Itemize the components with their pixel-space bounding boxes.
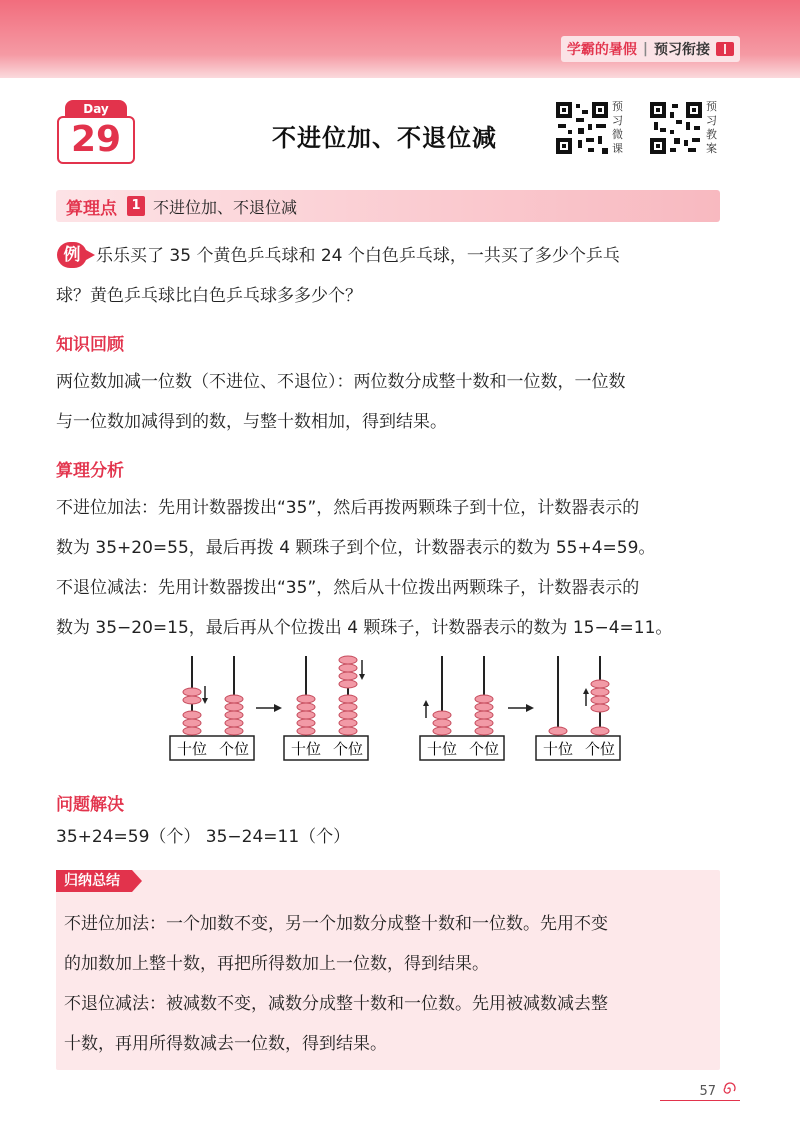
summary-line: 不进位加法：一个加数不变，另一个加数分成整十数和一位数。先用不变: [64, 914, 608, 934]
abacus-ones-label: 个位: [468, 740, 500, 758]
abacus-diagram: [160, 654, 260, 762]
section-number: 1: [127, 196, 145, 216]
abacus-diagram: [530, 654, 630, 762]
abacus-ones-label: 个位: [332, 740, 364, 758]
page-divider: [660, 1100, 740, 1101]
abacus-ones-label: 个位: [218, 740, 250, 758]
page-number: 57: [699, 1084, 716, 1099]
qr-label: 预习微课: [612, 100, 623, 155]
series-label: [561, 36, 740, 62]
arrow-up-icon: [583, 688, 589, 694]
problem-solving-heading: 问题解决: [56, 795, 124, 815]
arrow-down-icon: [359, 674, 365, 680]
answer-text: 35+24=59（个） 35−24=11（个）: [56, 827, 351, 847]
example-tag: 例: [57, 242, 87, 268]
knowledge-review-line: 与一位数加减得到的数，与整十数相加，得到结果。: [56, 412, 447, 432]
section-label: 算理点: [66, 198, 117, 219]
swirl-icon: [720, 1080, 738, 1098]
summary-tag: 归纳总结: [56, 870, 132, 892]
summary-line: 十数，再用所得数减去一位数，得到结果。: [64, 1034, 387, 1054]
example-line: 乐乐买了 35 个黄色乒乓球和 24 个白色乒乓球，一共买了多少个乒乓: [96, 246, 620, 266]
series-separator: |: [642, 41, 648, 57]
example-line: 球？黄色乒乓球比白色乒乓球多多少个？: [56, 286, 362, 306]
qr-label: 预习教案: [706, 100, 717, 155]
qr-code-icon[interactable]: [554, 100, 610, 156]
summary-line: 的加数加上整十数，再把所得数加上一位数，得到结果。: [64, 954, 489, 974]
abacus-ones-label: 个位: [584, 740, 616, 758]
abacus-diagram: [278, 654, 378, 762]
abacus-diagram: [414, 654, 514, 762]
analysis-line: 不进位加法：先用计数器拨出“35”，然后再拨两颗珠子到十位，计数器表示的: [56, 498, 640, 518]
series-brand: 学霸的暑假: [566, 42, 637, 58]
knowledge-review-heading: 知识回顾: [56, 335, 124, 355]
section-bar: [56, 190, 720, 222]
analysis-line: 不退位减法：先用计数器拨出“35”，然后从十位拨出两颗珠子，计数器表示的: [56, 578, 640, 598]
summary-line: 不退位减法：被减数不变，减数分成整十数和一位数。先用被减数减去整: [64, 994, 608, 1014]
arrow-up-icon: [423, 700, 429, 706]
knowledge-review-line: 两位数加减一位数（不进位、不退位）：两位数分成整十数和一位数，一位数: [56, 372, 626, 392]
section-title: 不进位加、不退位减: [153, 197, 298, 217]
book-icon: [716, 42, 734, 56]
day-badge: [57, 100, 135, 162]
series-course: 预习衔接: [654, 42, 710, 58]
analysis-line: 数为 35−20=15，最后再从个位拨出 4 颗珠子，计数器表示的数为 15−4=11。: [56, 618, 673, 638]
day-number: 29: [57, 116, 135, 164]
abacus-tens-label: 十位: [426, 740, 458, 758]
abacus-tens-label: 十位: [542, 740, 574, 758]
page-title: 不进位加、不退位减: [272, 124, 497, 152]
analysis-heading: 算理分析: [56, 461, 124, 481]
day-label: Day: [65, 100, 127, 118]
analysis-line: 数为 35+20=55，最后再拨 4 颗珠子到个位，计数器表示的数为 55+4=59。: [56, 538, 656, 558]
abacus-tens-label: 十位: [290, 740, 322, 758]
qr-code-icon[interactable]: [648, 100, 704, 156]
arrow-down-icon: [202, 698, 208, 704]
abacus-tens-label: 十位: [176, 740, 208, 758]
